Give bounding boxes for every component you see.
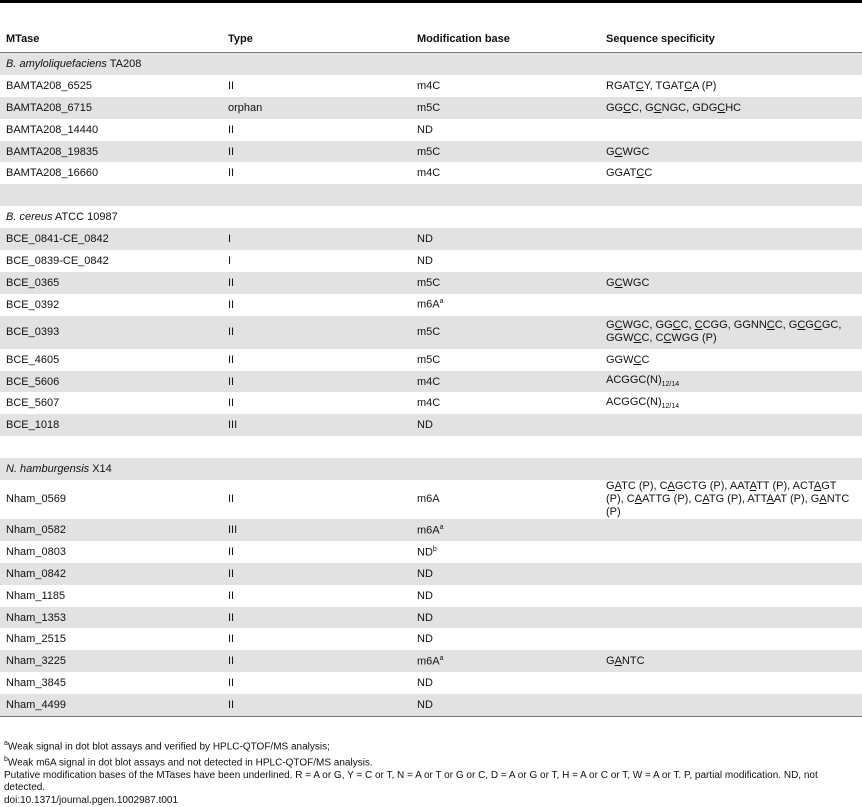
strain-name: ATCC 10987	[52, 211, 118, 224]
cell-sequence-specificity	[600, 563, 862, 585]
text-segment: C, G	[631, 101, 654, 114]
header-sequence-specificity: Sequence specificity	[600, 26, 862, 53]
text-segment: ND	[417, 699, 433, 712]
species-name: N. hamburgensis	[6, 463, 90, 476]
cell-type: II	[222, 141, 411, 163]
footnote-line	[4, 738, 856, 754]
cell-mtase: BCE_0392	[6, 298, 60, 311]
cell-modification-base	[411, 607, 600, 629]
underlined-base: C	[633, 353, 642, 366]
cell-modification-base	[411, 371, 600, 393]
text-segment: ND	[417, 589, 433, 602]
table-row	[0, 585, 862, 607]
text-segment: GT (P), C	[606, 480, 837, 506]
cell-modification-base	[411, 414, 600, 436]
text-segment: m5C	[417, 145, 441, 158]
spacer-cell	[0, 184, 862, 206]
text-segment: NTC (P)	[606, 493, 850, 519]
table-row	[0, 563, 862, 585]
cell-modification-base	[411, 141, 600, 163]
cell-type: I	[228, 254, 232, 267]
footnote-marker: b	[4, 755, 8, 763]
text-segment: C	[644, 167, 653, 180]
text-segment: GGW	[606, 353, 634, 366]
text-segment: NGC, GDG	[661, 101, 718, 114]
table-row	[0, 316, 862, 349]
strain-name: X14	[89, 463, 112, 476]
cell-sequence-specificity	[600, 349, 862, 371]
footnote-marker: a	[4, 740, 8, 747]
cell-type: II	[222, 650, 411, 672]
text-segment: m6A	[417, 655, 440, 668]
underlined-base: C	[717, 101, 726, 114]
underlined-base: C	[614, 276, 623, 289]
cell-sequence-specificity	[600, 585, 862, 607]
text-segment: GC, GGW	[606, 319, 842, 345]
underlined-base: A	[702, 493, 709, 506]
table-row	[0, 414, 862, 436]
text-segment: m4C	[417, 397, 441, 410]
text-segment: ND	[417, 611, 433, 624]
cell-modification-base	[411, 541, 600, 563]
cell-sequence-specificity	[600, 141, 862, 163]
cell-modification-base	[411, 75, 600, 97]
cell-sequence-specificity	[600, 414, 862, 436]
cell-sequence-specificity	[600, 250, 862, 272]
text-segment: CGG, GGNN	[702, 319, 767, 332]
cell-type: II	[228, 397, 235, 410]
cell-modification-base	[411, 294, 600, 316]
cell-mtase: Nham_3845	[6, 677, 66, 690]
cell-mtase: BCE_0365	[0, 272, 222, 294]
cell-type: II	[228, 493, 235, 506]
cell-mtase: BCE_5606	[0, 371, 222, 393]
header-mtase: MTase	[0, 26, 222, 53]
table-row	[0, 541, 862, 563]
cell-mtase: Nham_0842	[0, 563, 222, 585]
table-row	[0, 97, 862, 119]
cell-sequence-specificity	[600, 694, 862, 716]
cell-modification-base	[411, 97, 600, 119]
underlined-base: A	[667, 480, 675, 493]
cell-type: II	[222, 694, 411, 716]
text-segment: AT (P), G	[773, 493, 820, 506]
text-segment: m6A	[417, 493, 440, 506]
cell-modification-base	[411, 228, 600, 250]
spacer-row	[0, 436, 862, 458]
cell-type: III	[222, 519, 411, 541]
text-segment: Y, TGAT	[643, 79, 685, 92]
cell-modification-base	[411, 585, 600, 607]
underlined-base: C	[694, 319, 703, 332]
table-row	[0, 141, 862, 163]
table-row	[0, 694, 862, 716]
underlined-base: A	[819, 493, 827, 506]
strain-name: TA208	[106, 57, 142, 70]
text-segment: m4C	[417, 167, 441, 180]
table-row	[0, 650, 862, 672]
cell-type: II	[228, 167, 235, 180]
underlined-base: C	[614, 145, 623, 158]
cell-mtase: Nham_2515	[6, 633, 66, 646]
cell-type: II	[222, 316, 411, 349]
underlined-base: A	[749, 480, 757, 493]
header-row	[0, 26, 862, 53]
cell-mtase: Nham_0803	[6, 545, 66, 558]
text-segment: m4C	[417, 375, 441, 388]
cell-sequence-specificity	[600, 294, 862, 316]
cell-type: II	[228, 589, 235, 602]
underlined-base: A	[813, 480, 822, 493]
text-segment: GCTG (P), AAT	[674, 480, 750, 493]
section-label	[0, 53, 862, 75]
text-segment: G	[606, 145, 615, 158]
text-segment: m5C	[417, 101, 441, 114]
cell-sequence-specificity	[600, 672, 862, 694]
text-segment: ND	[417, 123, 433, 136]
cell-modification-base	[411, 563, 600, 585]
cell-type: II	[228, 79, 235, 92]
cell-mtase: BCE_0393	[0, 316, 222, 349]
footnote-marker: a	[439, 523, 444, 531]
table-row	[0, 519, 862, 541]
footnote-line	[4, 795, 856, 807]
text-segment: m5C	[417, 325, 441, 338]
text-segment: Weak signal in dot blot assays and verified by HPLC-QTOF/MS analysis;	[7, 741, 330, 753]
underlined-base: C	[684, 79, 693, 92]
text-segment: G	[805, 319, 814, 332]
table-row	[0, 75, 862, 97]
cell-modification-base	[411, 650, 600, 672]
cell-sequence-specificity	[600, 480, 862, 519]
cell-sequence-specificity	[600, 162, 862, 184]
text-segment: A (P)	[692, 79, 717, 92]
footnote-marker: a	[439, 654, 444, 662]
cell-type: II	[222, 607, 411, 629]
footnote-marker: b	[432, 545, 437, 553]
text-segment: TT (P), ACT	[756, 480, 814, 493]
cell-mtase: BAMTA208_6525	[6, 79, 93, 92]
text-segment: ND	[417, 254, 433, 267]
footnote-line	[4, 754, 856, 770]
cell-mtase: BCE_5607	[6, 397, 60, 410]
cell-type: II	[228, 633, 235, 646]
cell-modification-base	[411, 672, 600, 694]
table-row	[0, 162, 862, 184]
table-row	[0, 392, 862, 414]
cell-modification-base	[411, 316, 600, 349]
cell-type: II	[228, 298, 235, 311]
text-segment: WGC	[622, 276, 650, 289]
text-segment: ND	[417, 677, 433, 690]
section-label	[0, 206, 862, 228]
underlined-base: A	[766, 493, 774, 506]
cell-sequence-specificity	[600, 650, 862, 672]
text-segment: Putative modification bases of the MTases have been underlined. R = A or G, Y = C or T, N = A or T or G or C, D = A or G or T, H = A or C or T, W = A or T. P, partial modification. ND, not detected.	[4, 769, 818, 794]
cell-mtase: BAMTA208_16660	[6, 167, 99, 180]
text-segment: ND	[417, 567, 433, 580]
text-segment: WGC, GG	[622, 319, 673, 332]
underlined-base: A	[634, 493, 643, 506]
text-segment: WGC	[622, 145, 650, 158]
spacer-cell	[0, 436, 862, 458]
top-rule	[0, 0, 862, 3]
underlined-base: C	[672, 319, 681, 332]
cell-sequence-specificity	[600, 119, 862, 141]
cell-sequence-specificity	[600, 228, 862, 250]
table-footnotes	[4, 738, 856, 807]
cell-sequence-specificity	[600, 607, 862, 629]
header-type: Type	[222, 26, 411, 53]
text-segment: m6A	[417, 299, 440, 312]
table-row	[0, 250, 862, 272]
text-segment: ND	[417, 633, 433, 646]
table-row	[0, 119, 862, 141]
text-segment: C, C	[641, 332, 664, 345]
cell-sequence-specificity	[600, 371, 862, 393]
cell-mtase: BCE_4605	[6, 353, 60, 366]
cell-modification-base	[411, 392, 600, 414]
cell-sequence-specificity	[600, 97, 862, 119]
cell-type: II	[228, 123, 235, 136]
text-segment: NTC	[621, 655, 645, 668]
underlined-base: C	[623, 101, 632, 114]
cell-sequence-specificity	[600, 316, 862, 349]
text-segment: TG (P), ATT	[708, 493, 767, 506]
cell-type: II	[222, 272, 411, 294]
table-row	[0, 628, 862, 650]
text-segment: C	[641, 353, 650, 366]
subscript: 12/14	[661, 403, 680, 411]
cell-modification-base	[411, 162, 600, 184]
underlined-base: C	[653, 101, 662, 114]
text-segment: G	[606, 276, 615, 289]
cell-sequence-specificity	[600, 75, 862, 97]
text-segment: ATTG (P), C	[642, 493, 703, 506]
species-name: B. cereus	[6, 211, 53, 224]
text-segment: GGAT	[606, 167, 637, 180]
cell-mtase: BAMTA208_6715	[0, 97, 222, 119]
table-row	[0, 294, 862, 316]
cell-sequence-specificity	[600, 519, 862, 541]
cell-type: II	[222, 563, 411, 585]
cell-modification-base	[411, 694, 600, 716]
table-row	[0, 272, 862, 294]
underlined-base: C	[813, 319, 822, 332]
text-segment: G	[606, 480, 615, 493]
cell-modification-base	[411, 628, 600, 650]
cell-type: orphan	[222, 97, 411, 119]
cell-mtase: Nham_0569	[6, 493, 66, 506]
text-segment: m5C	[417, 276, 441, 289]
cell-mtase: Nham_1353	[0, 607, 222, 629]
text-segment: m4C	[417, 79, 441, 92]
cell-modification-base	[411, 519, 600, 541]
footnote-marker: a	[439, 298, 444, 306]
cell-modification-base	[411, 349, 600, 371]
text-segment: HC	[725, 101, 742, 114]
table-row	[0, 371, 862, 393]
cell-mtase: Nham_4499	[0, 694, 222, 716]
cell-type: II	[228, 677, 235, 690]
cell-mtase: BAMTA208_19835	[0, 141, 222, 163]
underlined-base: A	[614, 480, 622, 493]
cell-type: II	[228, 353, 235, 366]
underlined-base: C	[797, 319, 806, 332]
text-segment: m6A	[417, 524, 440, 537]
header-modification-base: Modification base	[411, 26, 600, 53]
cell-type: II	[228, 545, 235, 558]
cell-modification-base	[411, 480, 600, 519]
section-row	[0, 206, 862, 228]
cell-mtase: Nham_0582	[0, 519, 222, 541]
text-segment: G	[606, 319, 615, 332]
table-row	[0, 607, 862, 629]
text-segment: G	[606, 655, 615, 668]
section-row	[0, 53, 862, 75]
cell-type: I	[222, 228, 411, 250]
text-segment: Weak m6A signal in dot blot assays and not detected in HPLC-QTOF/MS analysis.	[7, 757, 373, 769]
text-segment: ND	[417, 419, 433, 432]
underlined-base: A	[614, 655, 622, 668]
cell-mtase: Nham_3225	[0, 650, 222, 672]
cell-type: III	[222, 414, 411, 436]
table-row	[0, 480, 862, 519]
table-body	[0, 53, 862, 717]
text-segment: TC (P), C	[621, 480, 668, 493]
underlined-base: C	[636, 167, 645, 180]
cell-sequence-specificity	[600, 541, 862, 563]
species-name: B. amyloliquefaciens	[6, 57, 107, 70]
text-segment: RGAT	[606, 79, 636, 92]
section-label	[0, 458, 862, 480]
section-row	[0, 458, 862, 480]
underlined-base: C	[663, 332, 672, 345]
table-row	[0, 349, 862, 371]
table-row	[0, 228, 862, 250]
cell-modification-base	[411, 119, 600, 141]
cell-sequence-specificity	[600, 392, 862, 414]
underlined-base: C	[614, 319, 623, 332]
cell-sequence-specificity	[600, 628, 862, 650]
underlined-base: C	[633, 332, 642, 345]
underlined-base: C	[766, 319, 775, 332]
text-segment: doi:10.1371/journal.pgen.1002987.t001	[4, 794, 179, 806]
cell-mtase: BCE_0839-CE_0842	[6, 254, 109, 267]
text-segment: ND	[417, 233, 433, 246]
subscript: 12/14	[661, 381, 680, 389]
cell-type: II	[222, 371, 411, 393]
text-segment: WGG (P)	[671, 332, 717, 345]
text-segment: C,	[680, 319, 695, 332]
cell-mtase: BCE_1018	[0, 414, 222, 436]
text-segment: ACGGC(N)	[606, 374, 662, 387]
text-segment: m5C	[417, 353, 441, 366]
cell-mtase: BCE_0841-CE_0842	[0, 228, 222, 250]
cell-sequence-specificity	[600, 272, 862, 294]
text-segment: GG	[606, 101, 624, 114]
table-row	[0, 672, 862, 694]
cell-mtase: Nham_1185	[6, 589, 66, 602]
spacer-row	[0, 184, 862, 206]
mtase-table	[0, 26, 862, 717]
cell-modification-base	[411, 250, 600, 272]
cell-mtase: BAMTA208_14440	[6, 123, 99, 136]
text-segment: C, G	[774, 319, 798, 332]
footnote-line	[4, 770, 856, 795]
underlined-base: C	[635, 79, 644, 92]
text-segment: ACGGC(N)	[606, 396, 662, 409]
text-segment: ND	[417, 546, 433, 559]
cell-modification-base	[411, 272, 600, 294]
